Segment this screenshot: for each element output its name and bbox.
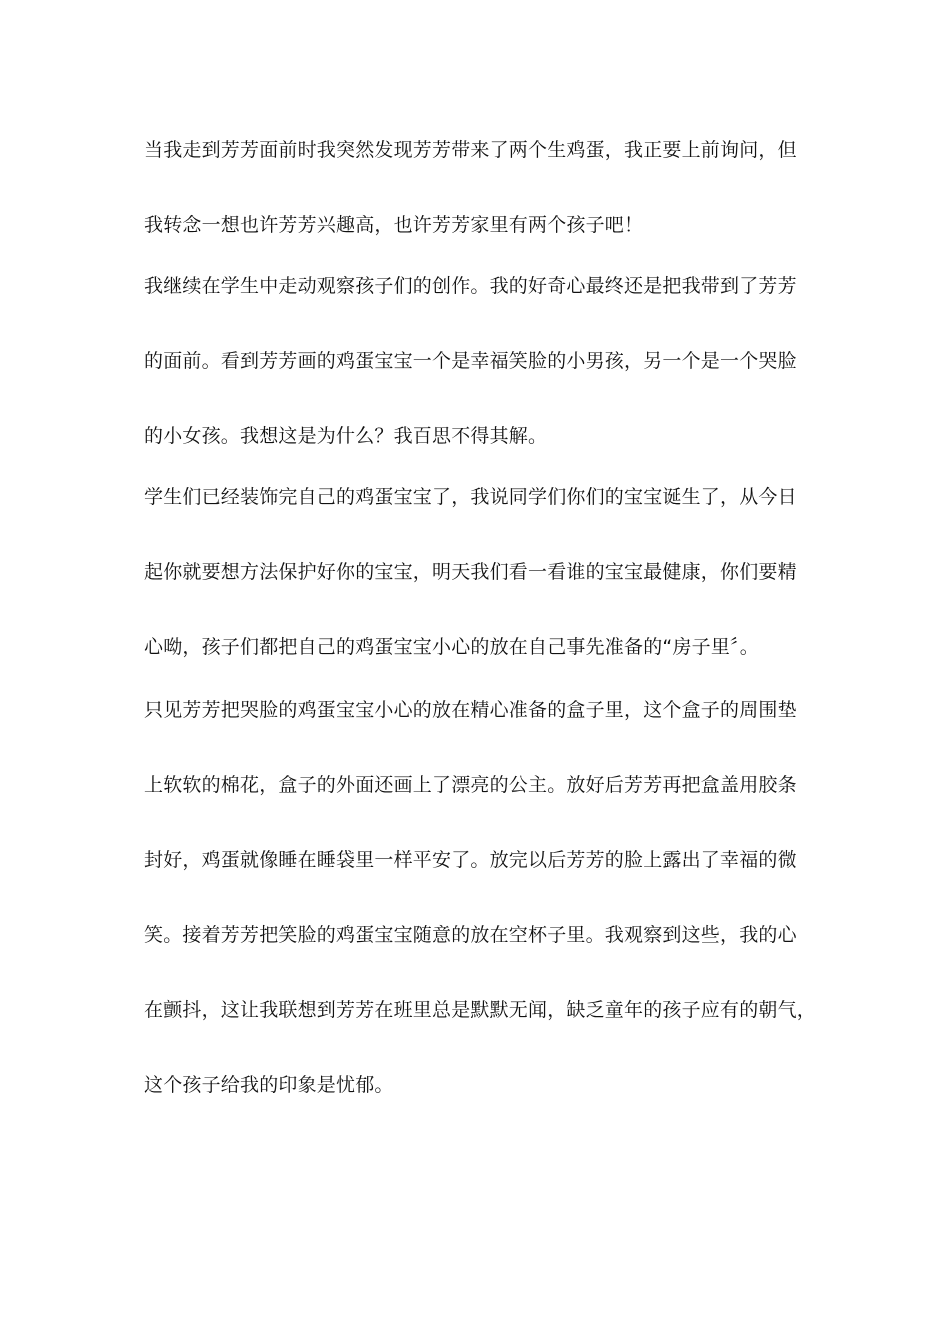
paragraph-2-line-1: 我继续在学生中走动观察孩子们的创作。我的好奇心最终还是把我带到了芳芳 (144, 275, 797, 297)
paragraph-3-line-1: 学生们已经装饰完自己的鸡蛋宝宝了，我说同学们你们的宝宝诞生了，从今日 (144, 486, 797, 508)
paragraph-3-line-2: 起你就要想方法保护好你的宝宝，明天我们看一看谁的宝宝最健康，你们要精 (144, 561, 797, 583)
paragraph-2-line-2: 的面前。看到芳芳画的鸡蛋宝宝一个是幸福笑脸的小男孩，另一个是一个哭脸 (144, 350, 797, 372)
paragraph-4-line-5: 在颤抖，这让我联想到芳芳在班里总是默默无闻，缺乏童年的孩子应有的朝气， (144, 999, 817, 1021)
paragraph-1-line-2: 我转念一想也许芳芳兴趣高，也许芳芳家里有两个孩子吧！ (144, 214, 644, 236)
paragraph-4-line-4: 笑。接着芳芳把笑脸的鸡蛋宝宝随意的放在空杯子里。我观察到这些，我的心 (144, 924, 797, 946)
paragraph-2-line-3: 的小女孩。我想这是为什么？我百思不得其解。 (144, 425, 548, 447)
paragraph-4-line-3: 封好，鸡蛋就像睡在睡袋里一样平安了。放完以后芳芳的脸上露出了幸福的微 (144, 849, 797, 871)
paragraph-1-line-1: 当我走到芳芳面前时我突然发现芳芳带来了两个生鸡蛋，我正要上前询问，但 (144, 139, 797, 161)
paragraph-4-line-6: 这个孩子给我的印象是忧郁。 (144, 1074, 394, 1096)
paragraph-4-line-1: 只见芳芳把哭脸的鸡蛋宝宝小心的放在精心准备的盒子里，这个盒子的周围垫 (144, 699, 797, 721)
paragraph-4-line-2: 上软软的棉花，盒子的外面还画上了漂亮的公主。放好后芳芳再把盒盖用胶条 (144, 774, 797, 796)
paragraph-3-line-3: 心呦，孩子们都把自己的鸡蛋宝宝小心的放在自己事先准备的“房子里〞。 (144, 636, 759, 658)
